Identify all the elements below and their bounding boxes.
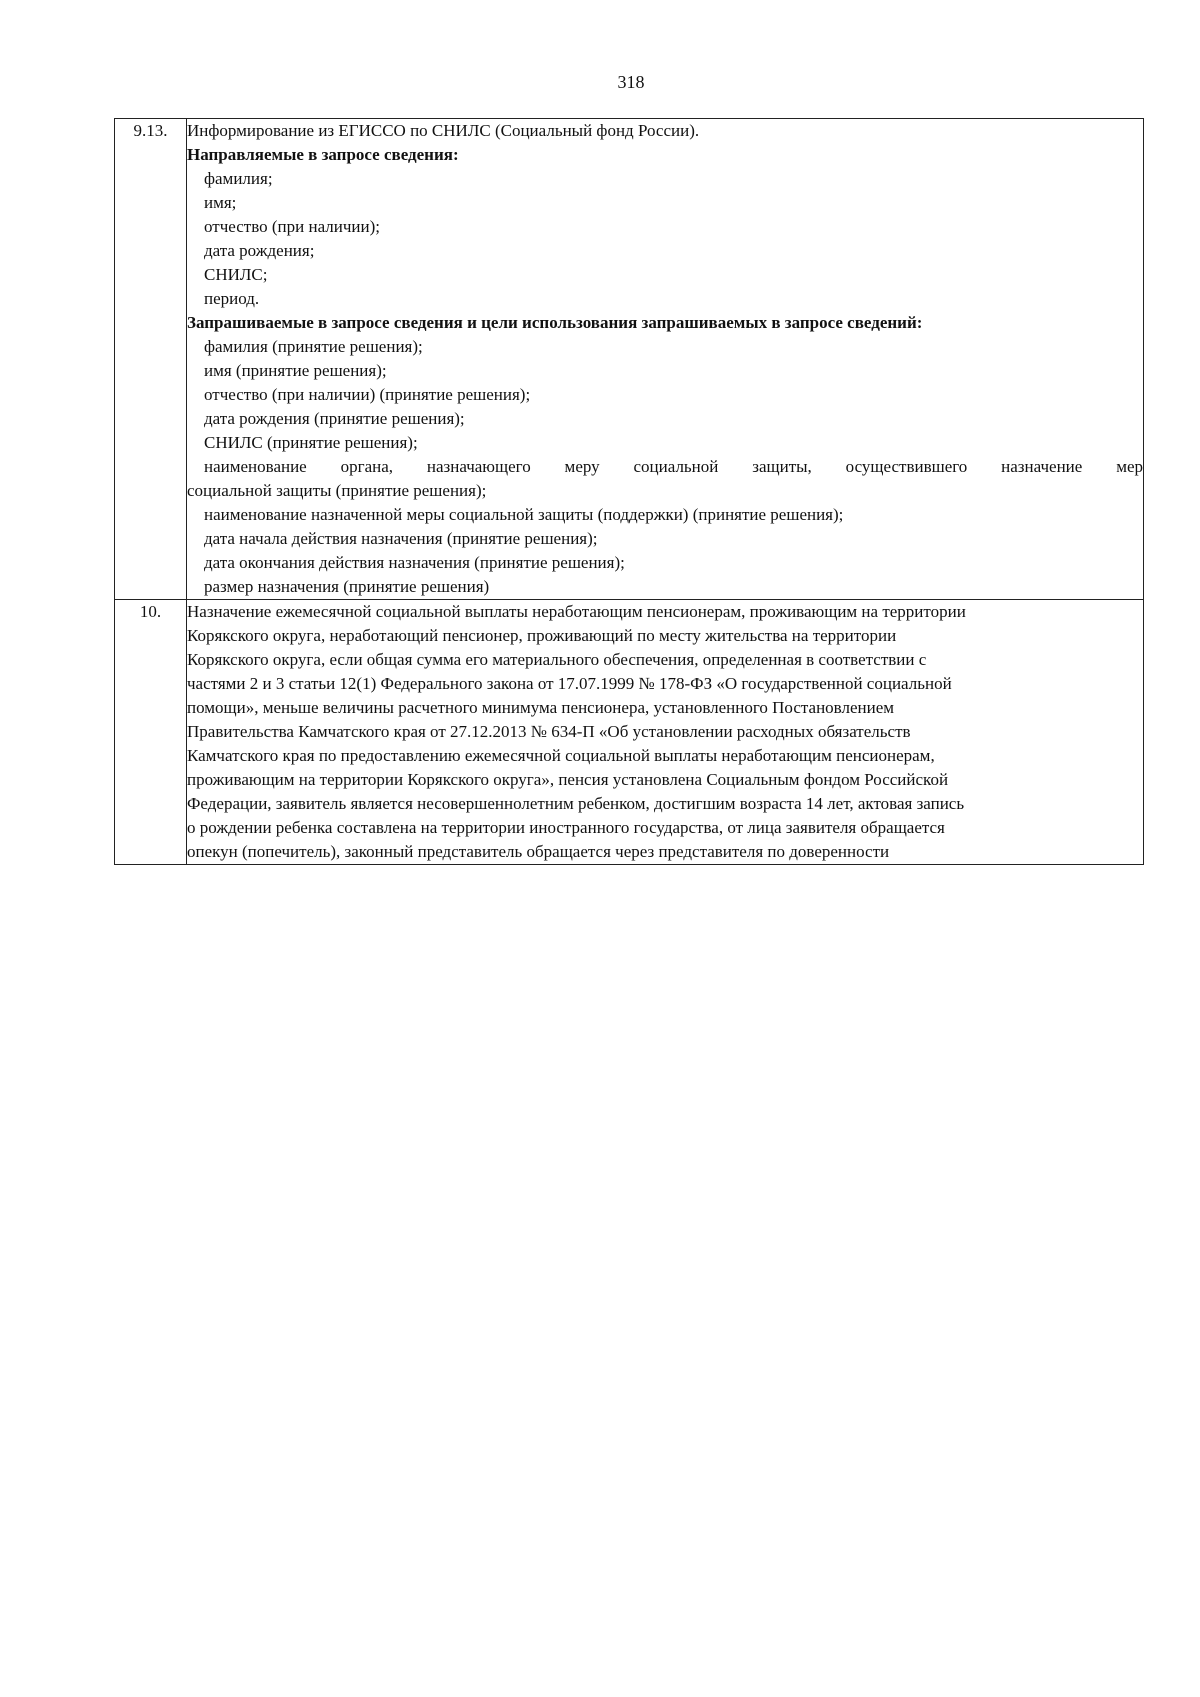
page-number: 318 — [617, 72, 645, 92]
row-content-cell — [187, 119, 1144, 600]
document-table — [114, 118, 1144, 865]
sent-item: отчество (при наличии); — [204, 217, 380, 236]
requested-item: размер назначения (принятие решения) — [204, 577, 490, 596]
paragraph-line: Федерации, заявитель является несовершеннолетним ребенком, достигшим возраста 14 лет, актовая запись — [187, 794, 965, 813]
requested-item: наименование назначенной меры социальной защиты (поддержки) (принятие решения); — [204, 505, 844, 524]
sent-item: период. — [204, 289, 260, 308]
intro-line: Информирование из ЕГИССО по СНИЛС (Социальный фонд России). — [187, 121, 700, 140]
paragraph-line: Корякского округа, если общая сумма его материального обеспечения, определенная в соответствии с — [187, 650, 927, 669]
requested-item: дата окончания действия назначения (принятие решения); — [204, 553, 625, 572]
requested-item: СНИЛС (принятие решения); — [204, 433, 418, 452]
requested-item: дата начала действия назначения (принятие решения); — [204, 529, 598, 548]
paragraph-line: частями 2 и 3 статьи 12(1) Федерального закона от 17.07.1999 № 178-ФЗ «О государственной социальной — [187, 674, 952, 693]
paragraph-line: о рождении ребенка составлена на территории иностранного государства, от лица заявителя обращается — [187, 818, 945, 837]
table-row-9-13 — [115, 119, 1144, 600]
paragraph-line: Корякского округа, неработающий пенсионер, проживающий по месту жительства на территории — [187, 626, 897, 645]
sent-heading: Направляемые в запросе сведения: — [187, 145, 459, 164]
requested-item-organ-line-1: наименование органа, назначающего меру социальной защиты, осуществившего назначение мер — [204, 457, 1143, 476]
requested-item: отчество (при наличии) (принятие решения); — [204, 385, 531, 404]
requested-item: дата рождения (принятие решения); — [204, 409, 465, 428]
requested-heading: Запрашиваемые в запросе сведения и цели использования запрашиваемых в запросе сведений: — [187, 313, 923, 332]
requested-item-organ-line-2: социальной защиты (принятие решения); — [187, 481, 487, 500]
table-row-10 — [115, 600, 1144, 865]
paragraph-line: Правительства Камчатского края от 27.12.2013 № 634-П «Об установлении расходных обязательств — [187, 722, 911, 741]
sent-item: СНИЛС; — [204, 265, 268, 284]
sent-item: имя; — [204, 193, 237, 212]
paragraph-line: опекун (попечитель), законный представитель обращается через представителя по доверенности — [187, 842, 890, 861]
paragraph-line: Камчатского края по предоставлению ежемесячной социальной выплаты неработающим пенсионерам, — [187, 746, 935, 765]
requested-item: фамилия (принятие решения); — [204, 337, 423, 356]
row-number-cell: 9.13. — [115, 119, 187, 600]
paragraph-line: помощи», меньше величины расчетного минимума пенсионера, установленного Постановлением — [187, 698, 895, 717]
sent-item: фамилия; — [204, 169, 273, 188]
row-number-cell: 10. — [115, 600, 187, 865]
requested-item: имя (принятие решения); — [204, 361, 387, 380]
paragraph-line: проживающим на территории Корякского округа», пенсия установлена Социальным фондом Российской — [187, 770, 949, 789]
sent-item: дата рождения; — [204, 241, 315, 260]
row-content-cell — [187, 600, 1144, 865]
paragraph-line: Назначение ежемесячной социальной выплаты неработающим пенсионерам, проживающим на территории — [187, 602, 966, 621]
